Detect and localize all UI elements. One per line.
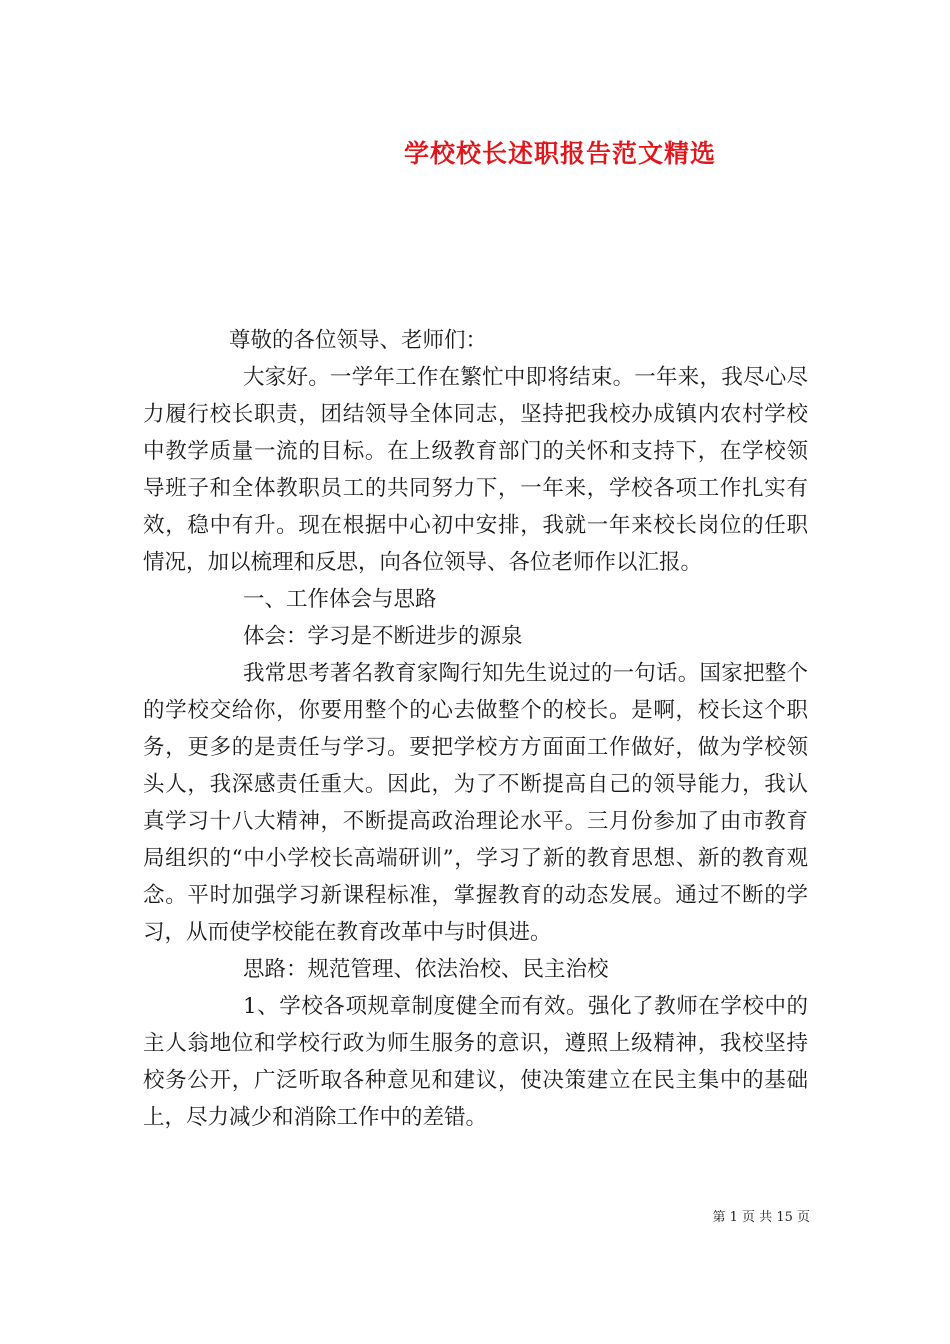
sub-heading-experience: 体会：学习是不断进步的源泉 <box>243 624 523 649</box>
salutation: 尊敬的各位领导、老师们： <box>229 328 488 353</box>
sub-heading-approach: 思路：规范管理、依法治校、民主治校 <box>243 957 609 982</box>
page-number-footer: 第 1 页 共 15 页 <box>712 1210 810 1225</box>
document-title: 学校校长述职报告范文精选 <box>403 139 716 168</box>
paragraph-point-1: 1、学校各项规章制度健全而有效。强化了教师在学校中的主人翁地位和学校行政为师生服务的意识，遵照上级精神，我校坚持校务公开，广泛听取各种意见和建议，使决策建立在民主集中的基础上，尽力减少和消除工作中的差错。 <box>143 994 808 1130</box>
paragraph-learning: 我常思考著名教育家陶行知先生说过的一句话。国家把整个的学校交给你，你要用整个的心去做整个的校长。是啊，校长这个职务，更多的是责任与学习。要把学校方方面面工作做好，做为学校领头人，我深感责任重大。因此，为了不断提高自己的领导能力，我认真学习十八大精神，不断提高政治理论水平。三月份参加了由市教育局组织的“中小学校长高端研训”，学习了新的教育思想、新的教育观念。平时加强学习新课程标准，掌握教育的动态发展。通过不断的学习，从而使学校能在教育改革中与时俱进。 <box>143 661 808 945</box>
document-body <box>143 322 808 1136</box>
section-heading: 一、工作体会与思路 <box>243 587 437 612</box>
paragraph-greeting: 大家好。一学年工作在繁忙中即将结束。一年来，我尽心尽力履行校长职责，团结领导全体同志，坚持把我校办成镇内农村学校中教学质量一流的目标。在上级教育部门的关怀和支持下，在学校领导班子和全体教职员工的共同努力下，一年来，学校各项工作扎实有效，稳中有升。现在根据中心初中安排，我就一年来校长岗位的任职情况，加以梳理和反思，向各位领导、各位老师作以汇报。 <box>143 365 808 575</box>
